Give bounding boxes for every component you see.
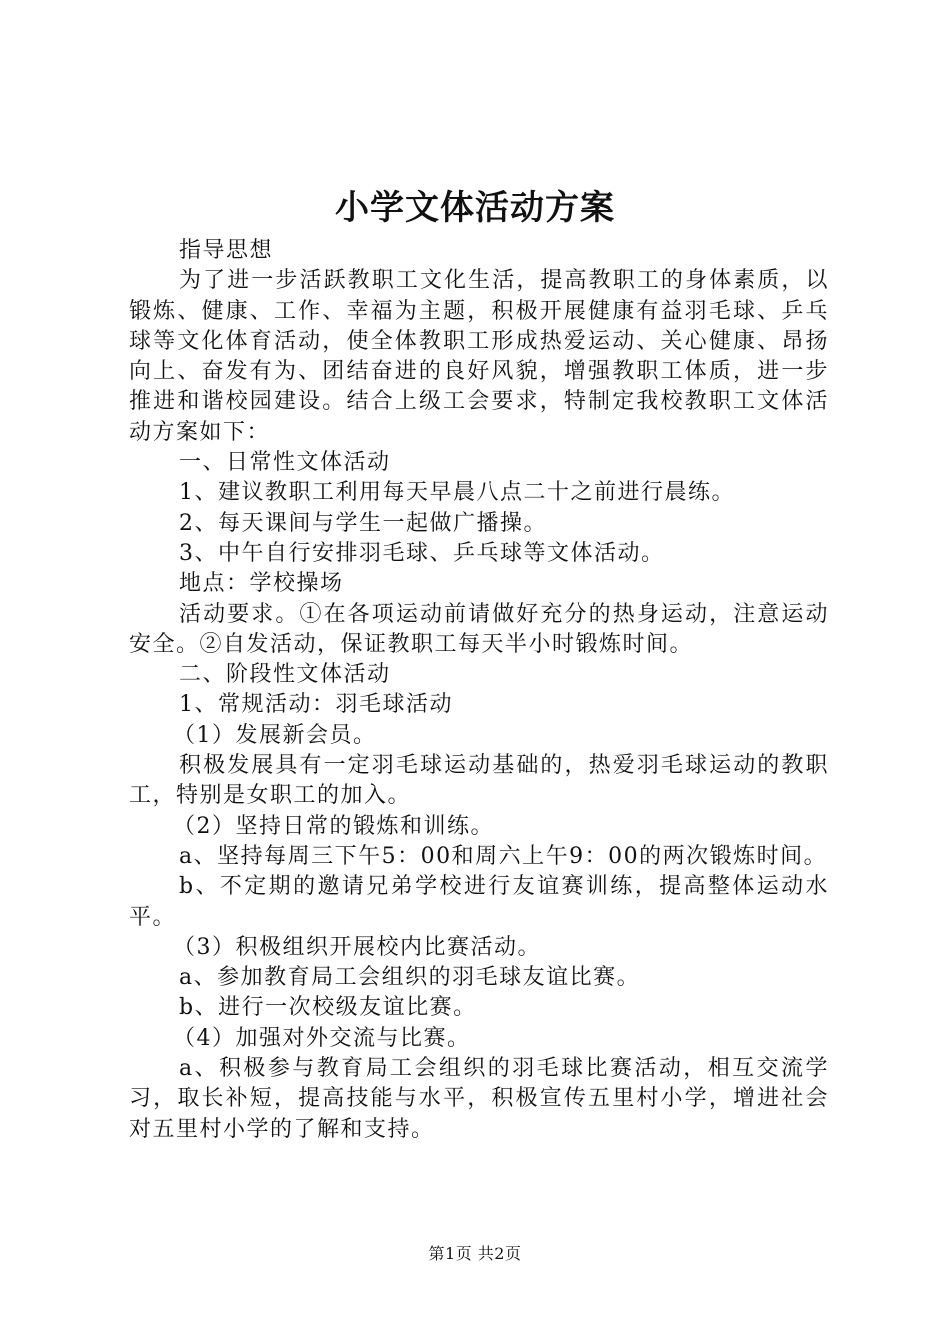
- paragraph-training-times: a、坚持每周三下午5：00和周六上午9：00的两次锻炼时间。: [179, 843, 828, 869]
- section-heading-guiding-ideology: 指导思想: [179, 238, 274, 263]
- paragraph-new-members: 积极发展具有一定羽毛球运动基础的，热爱羽毛球运动的教职工，特别是女职工的加入。: [129, 753, 829, 809]
- section-heading-daily-activities: 一、日常性文体活动: [179, 450, 391, 476]
- list-item-morning-exercise: 1、建议教职工利用每天早晨八点二十之前进行晨练。: [179, 480, 735, 506]
- paragraph-external-exchange: a、积极参与教育局工会组织的羽毛球比赛活动，相互交流学习，取长补短，提高技能与水平，积极宣传五里村小学，增进社会对五里村小学的了解和支持。: [129, 1056, 829, 1142]
- list-item-noon-activities: 3、中午自行安排羽毛球、乒乓球等文体活动。: [179, 540, 665, 566]
- paragraph-intro: 为了进一步活跃教职工文化生活，提高教职工的身体素质，以锻炼、健康、工作、幸福为主题，积极开展健康有益羽毛球、乒乓球等文化体育活动，使全体教职工形成热爱运动、关心健康、昂扬向上、奋发有为、团结奋进的良好风貌，增强教职工体质，进一步推进和谐校园建设。结合上级工会要求，特制定我校教职工文体活动方案如下：: [129, 268, 829, 445]
- location-line: 地点：学校操场: [179, 571, 344, 597]
- document-title: 小学文体活动方案: [335, 188, 615, 228]
- subheading-badminton: 1、常规活动：羽毛球活动: [179, 692, 453, 718]
- item-daily-training: （2）坚持日常的锻炼和训练。: [173, 813, 494, 839]
- paragraph-union-competition: a、参加教育局工会组织的羽毛球友谊比赛。: [179, 965, 641, 991]
- page-number-footer: 第1页 共2页: [428, 1244, 522, 1263]
- paragraph-friendly-matches: b、不定期的邀请兄弟学校进行友谊赛训练，提高整体运动水平。: [129, 874, 829, 930]
- item-new-members: （1）发展新会员。: [173, 722, 377, 748]
- paragraph-school-friendly-match: b、进行一次校级友谊比赛。: [179, 995, 477, 1021]
- section-heading-stage-activities: 二、阶段性文体活动: [179, 662, 391, 688]
- document-body: [129, 236, 829, 1145]
- item-school-competitions: （3）积极组织开展校内比赛活动。: [173, 934, 541, 960]
- item-external-exchange: （4）加强对外交流与比赛。: [173, 1025, 471, 1051]
- paragraph-activity-requirements: 活动要求。①在各项运动前请做好充分的热身运动，注意运动安全。②自发活动，保证教职工每天半小时锻炼时间。: [129, 601, 829, 657]
- list-item-broadcast-exercise: 2、每天课间与学生一起做广播操。: [179, 510, 547, 536]
